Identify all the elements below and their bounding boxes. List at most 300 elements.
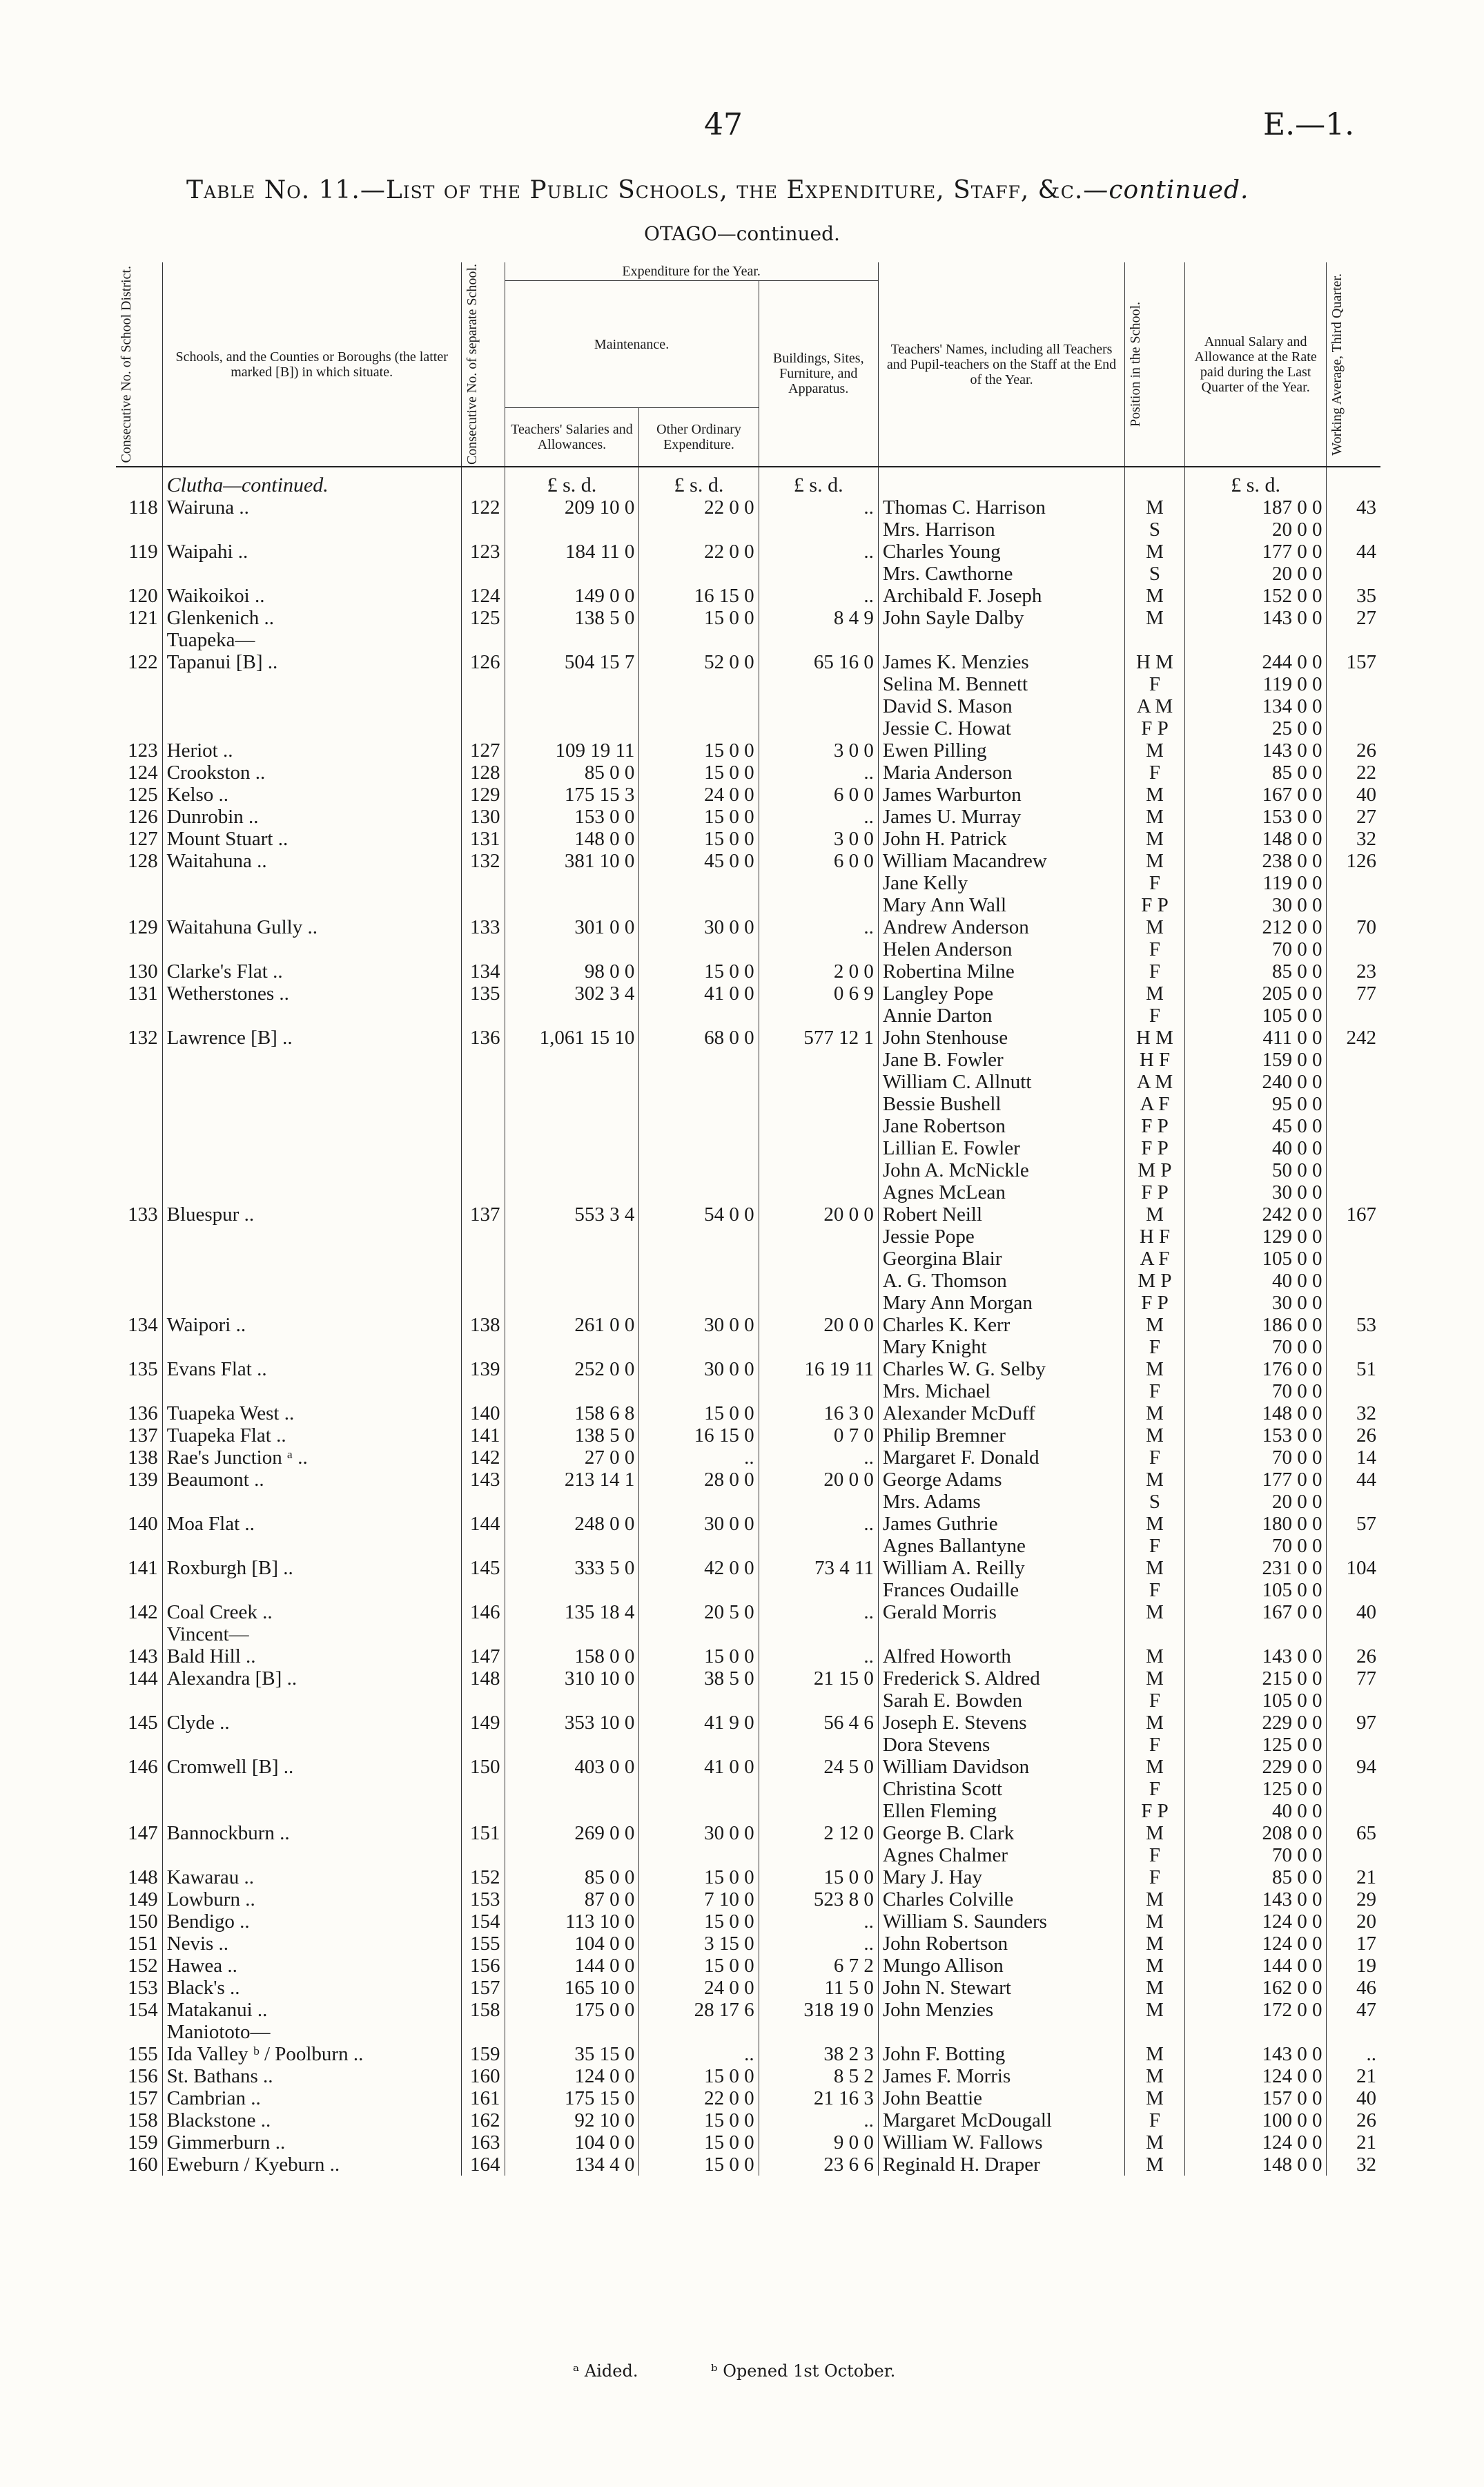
- working-average: [1327, 717, 1380, 739]
- school-no: [461, 519, 505, 541]
- school-name: [162, 1226, 461, 1248]
- school-name: [162, 894, 461, 916]
- buildings-expenditure: 8 5 2: [759, 2065, 878, 2087]
- district-no: 158: [128, 2109, 158, 2132]
- school-name: Bluespur ..: [162, 1203, 461, 1226]
- other-expenditure: 16 15 0: [639, 1424, 759, 1446]
- buildings-expenditure: [759, 1579, 878, 1601]
- other-expenditure: 28 17 6: [639, 1999, 759, 2021]
- table-row: [116, 872, 1380, 894]
- teacher-name: Archibald F. Joseph: [878, 585, 1124, 607]
- school-no: [461, 1270, 505, 1292]
- working-average: [1327, 1071, 1380, 1093]
- table-row: [116, 1071, 1380, 1093]
- school-no: 131: [461, 828, 505, 850]
- teacher-position: F: [1125, 872, 1185, 894]
- teachers-salaries: 213 14 1: [505, 1469, 639, 1491]
- teachers-salaries: [505, 894, 639, 916]
- other-expenditure: [639, 717, 759, 739]
- teacher-salary: 124 0 0: [1184, 2065, 1327, 2087]
- table-row: [116, 1115, 1380, 1137]
- teacher-name: Frances Oudaille: [878, 1579, 1124, 1601]
- teacher-name: Langley Pope: [878, 983, 1124, 1005]
- teacher-position: A F: [1125, 1248, 1185, 1270]
- teachers-salaries: [505, 1690, 639, 1712]
- school-name: Wairuna ..: [162, 496, 461, 519]
- other-expenditure: [639, 1491, 759, 1513]
- school-name: [162, 872, 461, 894]
- working-average: [1327, 1181, 1380, 1203]
- teacher-position: F P: [1125, 717, 1185, 739]
- teacher-position: M: [1125, 1955, 1185, 1977]
- district-no: 145: [128, 1712, 158, 1734]
- table-row: [116, 1027, 1380, 1049]
- district-no: 124: [128, 762, 158, 784]
- teacher-name: Mary Knight: [878, 1336, 1124, 1358]
- other-expenditure: [639, 1248, 759, 1270]
- teacher-position: M: [1125, 806, 1185, 828]
- teacher-salary: 95 0 0: [1184, 1093, 1327, 1115]
- teacher-position: M: [1125, 1402, 1185, 1424]
- working-average: [1327, 673, 1380, 695]
- page-number: 47: [704, 107, 743, 142]
- working-average: 20: [1327, 1910, 1380, 1933]
- teachers-salaries: 310 10 0: [505, 1667, 639, 1690]
- header-maintenance: Maintenance.: [505, 281, 759, 408]
- teacher-position: F: [1125, 1734, 1185, 1756]
- table-row: [116, 1093, 1380, 1115]
- buildings-expenditure: ..: [759, 762, 878, 784]
- school-name: Waipahi ..: [162, 541, 461, 563]
- teacher-salary: 242 0 0: [1184, 1203, 1327, 1226]
- teacher-salary: 134 0 0: [1184, 695, 1327, 717]
- school-name: Roxburgh [B] ..: [162, 1557, 461, 1579]
- buildings-expenditure: 0 6 9: [759, 983, 878, 1005]
- table-row: [116, 1866, 1380, 1888]
- district-no: 151: [128, 1933, 158, 1955]
- working-average: 77: [1327, 1667, 1380, 1690]
- teacher-salary: 25 0 0: [1184, 717, 1327, 739]
- school-no: 139: [461, 1358, 505, 1380]
- title-suffix: continued.: [1109, 176, 1249, 204]
- teacher-salary: 30 0 0: [1184, 1181, 1327, 1203]
- teacher-salary: 105 0 0: [1184, 1690, 1327, 1712]
- working-average: 46: [1327, 1977, 1380, 1999]
- school-name: Blackstone ..: [162, 2109, 461, 2131]
- table-row: [116, 1203, 1380, 1226]
- school-name: Clyde ..: [162, 1712, 461, 1734]
- buildings-expenditure: 65 16 0: [759, 651, 878, 673]
- teacher-position: H F: [1125, 1226, 1185, 1248]
- teacher-salary: 85 0 0: [1184, 1866, 1327, 1888]
- teacher-salary: 40 0 0: [1184, 1270, 1327, 1292]
- teacher-name: Margaret McDougall: [878, 2109, 1124, 2131]
- table-row: [116, 1446, 1380, 1469]
- teacher-name: Agnes McLean: [878, 1181, 1124, 1203]
- other-expenditure: [639, 2021, 759, 2043]
- teachers-salaries: 553 3 4: [505, 1203, 639, 1226]
- working-average: 40: [1327, 1601, 1380, 1623]
- working-average: 19: [1327, 1955, 1380, 1977]
- working-average: [1327, 1159, 1380, 1181]
- lsd-heading: £ s. d.: [639, 467, 759, 496]
- working-average: 40: [1327, 784, 1380, 806]
- other-expenditure: [639, 1844, 759, 1866]
- lsd-heading: £ s. d.: [759, 467, 878, 496]
- other-expenditure: 30 0 0: [639, 916, 759, 938]
- teacher-position: H M: [1125, 1027, 1185, 1049]
- school-no: 127: [461, 739, 505, 762]
- teacher-name: John Menzies: [878, 1999, 1124, 2021]
- school-name: [162, 1248, 461, 1270]
- teacher-name: Ewen Pilling: [878, 739, 1124, 762]
- school-no: 135: [461, 983, 505, 1005]
- school-no: [461, 1093, 505, 1115]
- teacher-name: Charles W. G. Selby: [878, 1358, 1124, 1380]
- working-average: [1327, 695, 1380, 717]
- teachers-salaries: 1,061 15 10: [505, 1027, 639, 1049]
- working-average: [1327, 1336, 1380, 1358]
- buildings-expenditure: 73 4 11: [759, 1557, 878, 1579]
- other-expenditure: 7 10 0: [639, 1888, 759, 1910]
- district-no: 146: [128, 1756, 158, 1779]
- lsd-heading: £ s. d.: [505, 467, 639, 496]
- working-average: 77: [1327, 983, 1380, 1005]
- working-average: 40: [1327, 2087, 1380, 2109]
- teacher-position: F: [1125, 960, 1185, 983]
- teachers-salaries: 165 10 0: [505, 1977, 639, 1999]
- table-row: [116, 1579, 1380, 1601]
- school-no: 156: [461, 1955, 505, 1977]
- teacher-salary: 143 0 0: [1184, 2043, 1327, 2065]
- district-no: [116, 673, 162, 695]
- teacher-salary: 20 0 0: [1184, 519, 1327, 541]
- district-no: [116, 872, 162, 894]
- header-expenditure: Expenditure for the Year.: [505, 262, 878, 281]
- teacher-position: F: [1125, 1336, 1185, 1358]
- buildings-expenditure: ..: [759, 1910, 878, 1933]
- working-average: [1327, 629, 1380, 651]
- buildings-expenditure: ..: [759, 916, 878, 938]
- buildings-expenditure: ..: [759, 1601, 878, 1623]
- teacher-name: Charles Young: [878, 541, 1124, 563]
- table-row: [116, 1469, 1380, 1491]
- table-row: [116, 2154, 1380, 2176]
- teachers-salaries: [505, 1181, 639, 1203]
- teachers-salaries: 104 0 0: [505, 1933, 639, 1955]
- buildings-expenditure: 24 5 0: [759, 1756, 878, 1778]
- working-average: 29: [1327, 1888, 1380, 1910]
- school-name: Kelso ..: [162, 784, 461, 806]
- teacher-name: William Davidson: [878, 1756, 1124, 1778]
- school-no: [461, 717, 505, 739]
- school-name: [162, 1159, 461, 1181]
- header-working-average: Working Average, Third Quarter.: [1327, 262, 1380, 467]
- teacher-salary: 176 0 0: [1184, 1358, 1327, 1380]
- district-no: 138: [128, 1446, 158, 1469]
- school-name: Tapanui [B] ..: [162, 651, 461, 673]
- table-row: [116, 607, 1380, 629]
- teachers-salaries: 175 0 0: [505, 1999, 639, 2021]
- header-teachers-names: Teachers' Names, including all Teachers and Pupil-teachers on the Staff at the End of the Year.: [878, 262, 1124, 467]
- district-no: [116, 1093, 162, 1115]
- buildings-expenditure: [759, 938, 878, 960]
- teacher-salary: 187 0 0: [1184, 496, 1327, 519]
- teacher-position: F: [1125, 1866, 1185, 1888]
- other-expenditure: 41 9 0: [639, 1712, 759, 1734]
- teacher-salary: 411 0 0: [1184, 1027, 1327, 1049]
- other-expenditure: 30 0 0: [639, 1513, 759, 1535]
- teacher-name: George B. Clark: [878, 1822, 1124, 1844]
- teachers-salaries: [505, 1844, 639, 1866]
- other-expenditure: 38 5 0: [639, 1667, 759, 1690]
- teacher-name: Mrs. Michael: [878, 1380, 1124, 1402]
- working-average: 104: [1327, 1557, 1380, 1579]
- teacher-position: S: [1125, 563, 1185, 585]
- school-name: [162, 1734, 461, 1756]
- working-average: 51: [1327, 1358, 1380, 1380]
- school-no: 124: [461, 585, 505, 607]
- other-expenditure: 68 0 0: [639, 1027, 759, 1049]
- working-average: 21: [1327, 1866, 1380, 1888]
- teacher-salary: 167 0 0: [1184, 784, 1327, 806]
- table-row: [116, 1314, 1380, 1336]
- teacher-name: Charles K. Kerr: [878, 1314, 1124, 1336]
- other-expenditure: 15 0 0: [639, 1866, 759, 1888]
- school-name: Nevis ..: [162, 1933, 461, 1955]
- teacher-position: M: [1125, 828, 1185, 850]
- table-row: [116, 1358, 1380, 1380]
- school-name: Crookston ..: [162, 762, 461, 784]
- buildings-expenditure: [759, 1336, 878, 1358]
- school-name: Black's ..: [162, 1977, 461, 1999]
- teacher-position: F: [1125, 1380, 1185, 1402]
- teacher-position: M: [1125, 2131, 1185, 2154]
- teacher-position: M: [1125, 739, 1185, 762]
- buildings-expenditure: [759, 1115, 878, 1137]
- teacher-salary: 30 0 0: [1184, 1292, 1327, 1314]
- district-no: [116, 1049, 162, 1071]
- buildings-expenditure: [759, 519, 878, 541]
- school-no: 161: [461, 2087, 505, 2109]
- school-no: 130: [461, 806, 505, 828]
- buildings-expenditure: 6 0 0: [759, 850, 878, 872]
- buildings-expenditure: [759, 1159, 878, 1181]
- teacher-name: Robertina Milne: [878, 960, 1124, 983]
- teacher-name: Annie Darton: [878, 1005, 1124, 1027]
- working-average: 53: [1327, 1314, 1380, 1336]
- school-no: 154: [461, 1910, 505, 1933]
- buildings-expenditure: 6 7 2: [759, 1955, 878, 1977]
- teacher-position: [1125, 2021, 1185, 2043]
- school-no: 157: [461, 1977, 505, 1999]
- teacher-position: M: [1125, 1712, 1185, 1734]
- district-no: [116, 1181, 162, 1203]
- teacher-position: F P: [1125, 1181, 1185, 1203]
- teacher-salary: 177 0 0: [1184, 541, 1327, 563]
- table-row: [116, 1690, 1380, 1712]
- teachers-salaries: [505, 1579, 639, 1601]
- buildings-expenditure: [759, 894, 878, 916]
- teacher-salary: 100 0 0: [1184, 2109, 1327, 2131]
- district-no: 140: [128, 1513, 158, 1536]
- school-name: [162, 1115, 461, 1137]
- working-average: 27: [1327, 607, 1380, 629]
- buildings-expenditure: 9 0 0: [759, 2131, 878, 2154]
- other-expenditure: [639, 1093, 759, 1115]
- teacher-position: [1125, 629, 1185, 651]
- buildings-expenditure: [759, 1778, 878, 1800]
- working-average: 57: [1327, 1513, 1380, 1535]
- district-no: [116, 1292, 162, 1314]
- school-name: Tuapeka Flat ..: [162, 1424, 461, 1446]
- teacher-name: Mrs. Cawthorne: [878, 563, 1124, 585]
- school-no: 133: [461, 916, 505, 938]
- teacher-name: William S. Saunders: [878, 1910, 1124, 1933]
- school-no: [461, 1071, 505, 1093]
- teacher-name: Margaret F. Donald: [878, 1446, 1124, 1469]
- working-average: 32: [1327, 2154, 1380, 2176]
- school-no: [461, 1380, 505, 1402]
- teacher-salary: 85 0 0: [1184, 762, 1327, 784]
- teacher-name: Alfred Howorth: [878, 1645, 1124, 1667]
- school-name: Wetherstones ..: [162, 983, 461, 1005]
- table-row: [116, 1645, 1380, 1667]
- working-average: [1327, 1226, 1380, 1248]
- table-row: [116, 1888, 1380, 1910]
- school-name: Clarke's Flat ..: [162, 960, 461, 983]
- teacher-salary: 124 0 0: [1184, 2131, 1327, 2154]
- working-average: ..: [1327, 2043, 1380, 2065]
- buildings-expenditure: 23 6 6: [759, 2154, 878, 2176]
- district-no: 159: [128, 2131, 158, 2154]
- teacher-salary: 143 0 0: [1184, 607, 1327, 629]
- other-expenditure: 15 0 0: [639, 2109, 759, 2131]
- working-average: [1327, 2021, 1380, 2043]
- school-no: 134: [461, 960, 505, 983]
- teacher-salary: 229 0 0: [1184, 1712, 1327, 1734]
- teacher-position: M: [1125, 1601, 1185, 1623]
- teacher-name: James K. Menzies: [878, 651, 1124, 673]
- school-no: [461, 1115, 505, 1137]
- school-no: 146: [461, 1601, 505, 1623]
- school-name: [162, 1137, 461, 1159]
- school-no: 150: [461, 1756, 505, 1778]
- teacher-salary: 70 0 0: [1184, 1844, 1327, 1866]
- teacher-name: Mary Ann Morgan: [878, 1292, 1124, 1314]
- table-row: [116, 1822, 1380, 1844]
- district-no: [116, 1270, 162, 1292]
- other-expenditure: [639, 1292, 759, 1314]
- teacher-position: M: [1125, 1999, 1185, 2021]
- school-no: 141: [461, 1424, 505, 1446]
- district-no: [116, 1734, 162, 1756]
- teachers-salaries: 85 0 0: [505, 762, 639, 784]
- teachers-salaries: [505, 563, 639, 585]
- table-row: [116, 1336, 1380, 1358]
- district-no: [116, 1159, 162, 1181]
- school-name: Hawea ..: [162, 1955, 461, 1977]
- table-row: [116, 1181, 1380, 1203]
- school-no: [461, 563, 505, 585]
- teachers-salaries: 252 0 0: [505, 1358, 639, 1380]
- working-average: 65: [1327, 1822, 1380, 1844]
- working-average: [1327, 1292, 1380, 1314]
- teacher-salary: 208 0 0: [1184, 1822, 1327, 1844]
- working-average: [1327, 894, 1380, 916]
- school-no: 128: [461, 762, 505, 784]
- teachers-salaries: 148 0 0: [505, 828, 639, 850]
- teacher-position: M: [1125, 2087, 1185, 2109]
- other-expenditure: [639, 1380, 759, 1402]
- teacher-salary: 124 0 0: [1184, 1910, 1327, 1933]
- district-no: 135: [128, 1358, 158, 1381]
- teacher-position: S: [1125, 519, 1185, 541]
- district-no: [116, 1535, 162, 1557]
- teacher-salary: 215 0 0: [1184, 1667, 1327, 1690]
- teacher-salary: 172 0 0: [1184, 1999, 1327, 2021]
- teacher-salary: 105 0 0: [1184, 1579, 1327, 1601]
- teacher-name: Mrs. Adams: [878, 1491, 1124, 1513]
- buildings-expenditure: ..: [759, 1446, 878, 1469]
- header-position: Position in the School.: [1125, 262, 1185, 467]
- table-row: [116, 1380, 1380, 1402]
- school-no: 153: [461, 1888, 505, 1910]
- buildings-expenditure: 3 0 0: [759, 739, 878, 762]
- school-name: [162, 1579, 461, 1601]
- teachers-salaries: [505, 673, 639, 695]
- school-no: [461, 1690, 505, 1712]
- buildings-expenditure: 20 0 0: [759, 1469, 878, 1491]
- teacher-position: A F: [1125, 1093, 1185, 1115]
- teacher-salary: [1184, 1623, 1327, 1645]
- teacher-position: F: [1125, 1446, 1185, 1469]
- other-expenditure: [639, 695, 759, 717]
- school-no: 137: [461, 1203, 505, 1226]
- teacher-position: M: [1125, 1977, 1185, 1999]
- school-name: Ida Valley ᵇ / Poolburn ..: [162, 2043, 461, 2065]
- district-no: 148: [128, 1866, 158, 1889]
- working-average: 32: [1327, 828, 1380, 850]
- working-average: [1327, 1093, 1380, 1115]
- header-district-no: Consecutive No. of School District.: [116, 262, 162, 467]
- buildings-expenditure: ..: [759, 541, 878, 563]
- buildings-expenditure: 3 0 0: [759, 828, 878, 850]
- teacher-salary: 153 0 0: [1184, 1424, 1327, 1446]
- school-name: Gimmerburn ..: [162, 2131, 461, 2154]
- teacher-position: A M: [1125, 1071, 1185, 1093]
- working-average: 14: [1327, 1446, 1380, 1469]
- school-name: [162, 1336, 461, 1358]
- other-expenditure: 24 0 0: [639, 784, 759, 806]
- other-expenditure: 30 0 0: [639, 1358, 759, 1380]
- teachers-salaries: 144 0 0: [505, 1955, 639, 1977]
- teacher-name: Helen Anderson: [878, 938, 1124, 960]
- teacher-position: M: [1125, 1557, 1185, 1579]
- teacher-position: F P: [1125, 894, 1185, 916]
- teacher-name: Gerald Morris: [878, 1601, 1124, 1623]
- district-no: 153: [128, 1977, 158, 2000]
- table-row: [116, 960, 1380, 983]
- table-row: [116, 983, 1380, 1005]
- other-expenditure: 45 0 0: [639, 850, 759, 872]
- schools-table: [116, 262, 1380, 2176]
- district-no: [116, 1579, 162, 1601]
- district-no: 132: [128, 1027, 158, 1049]
- teachers-salaries: 381 10 0: [505, 850, 639, 872]
- teachers-salaries: 92 10 0: [505, 2109, 639, 2131]
- district-no: 129: [128, 916, 158, 939]
